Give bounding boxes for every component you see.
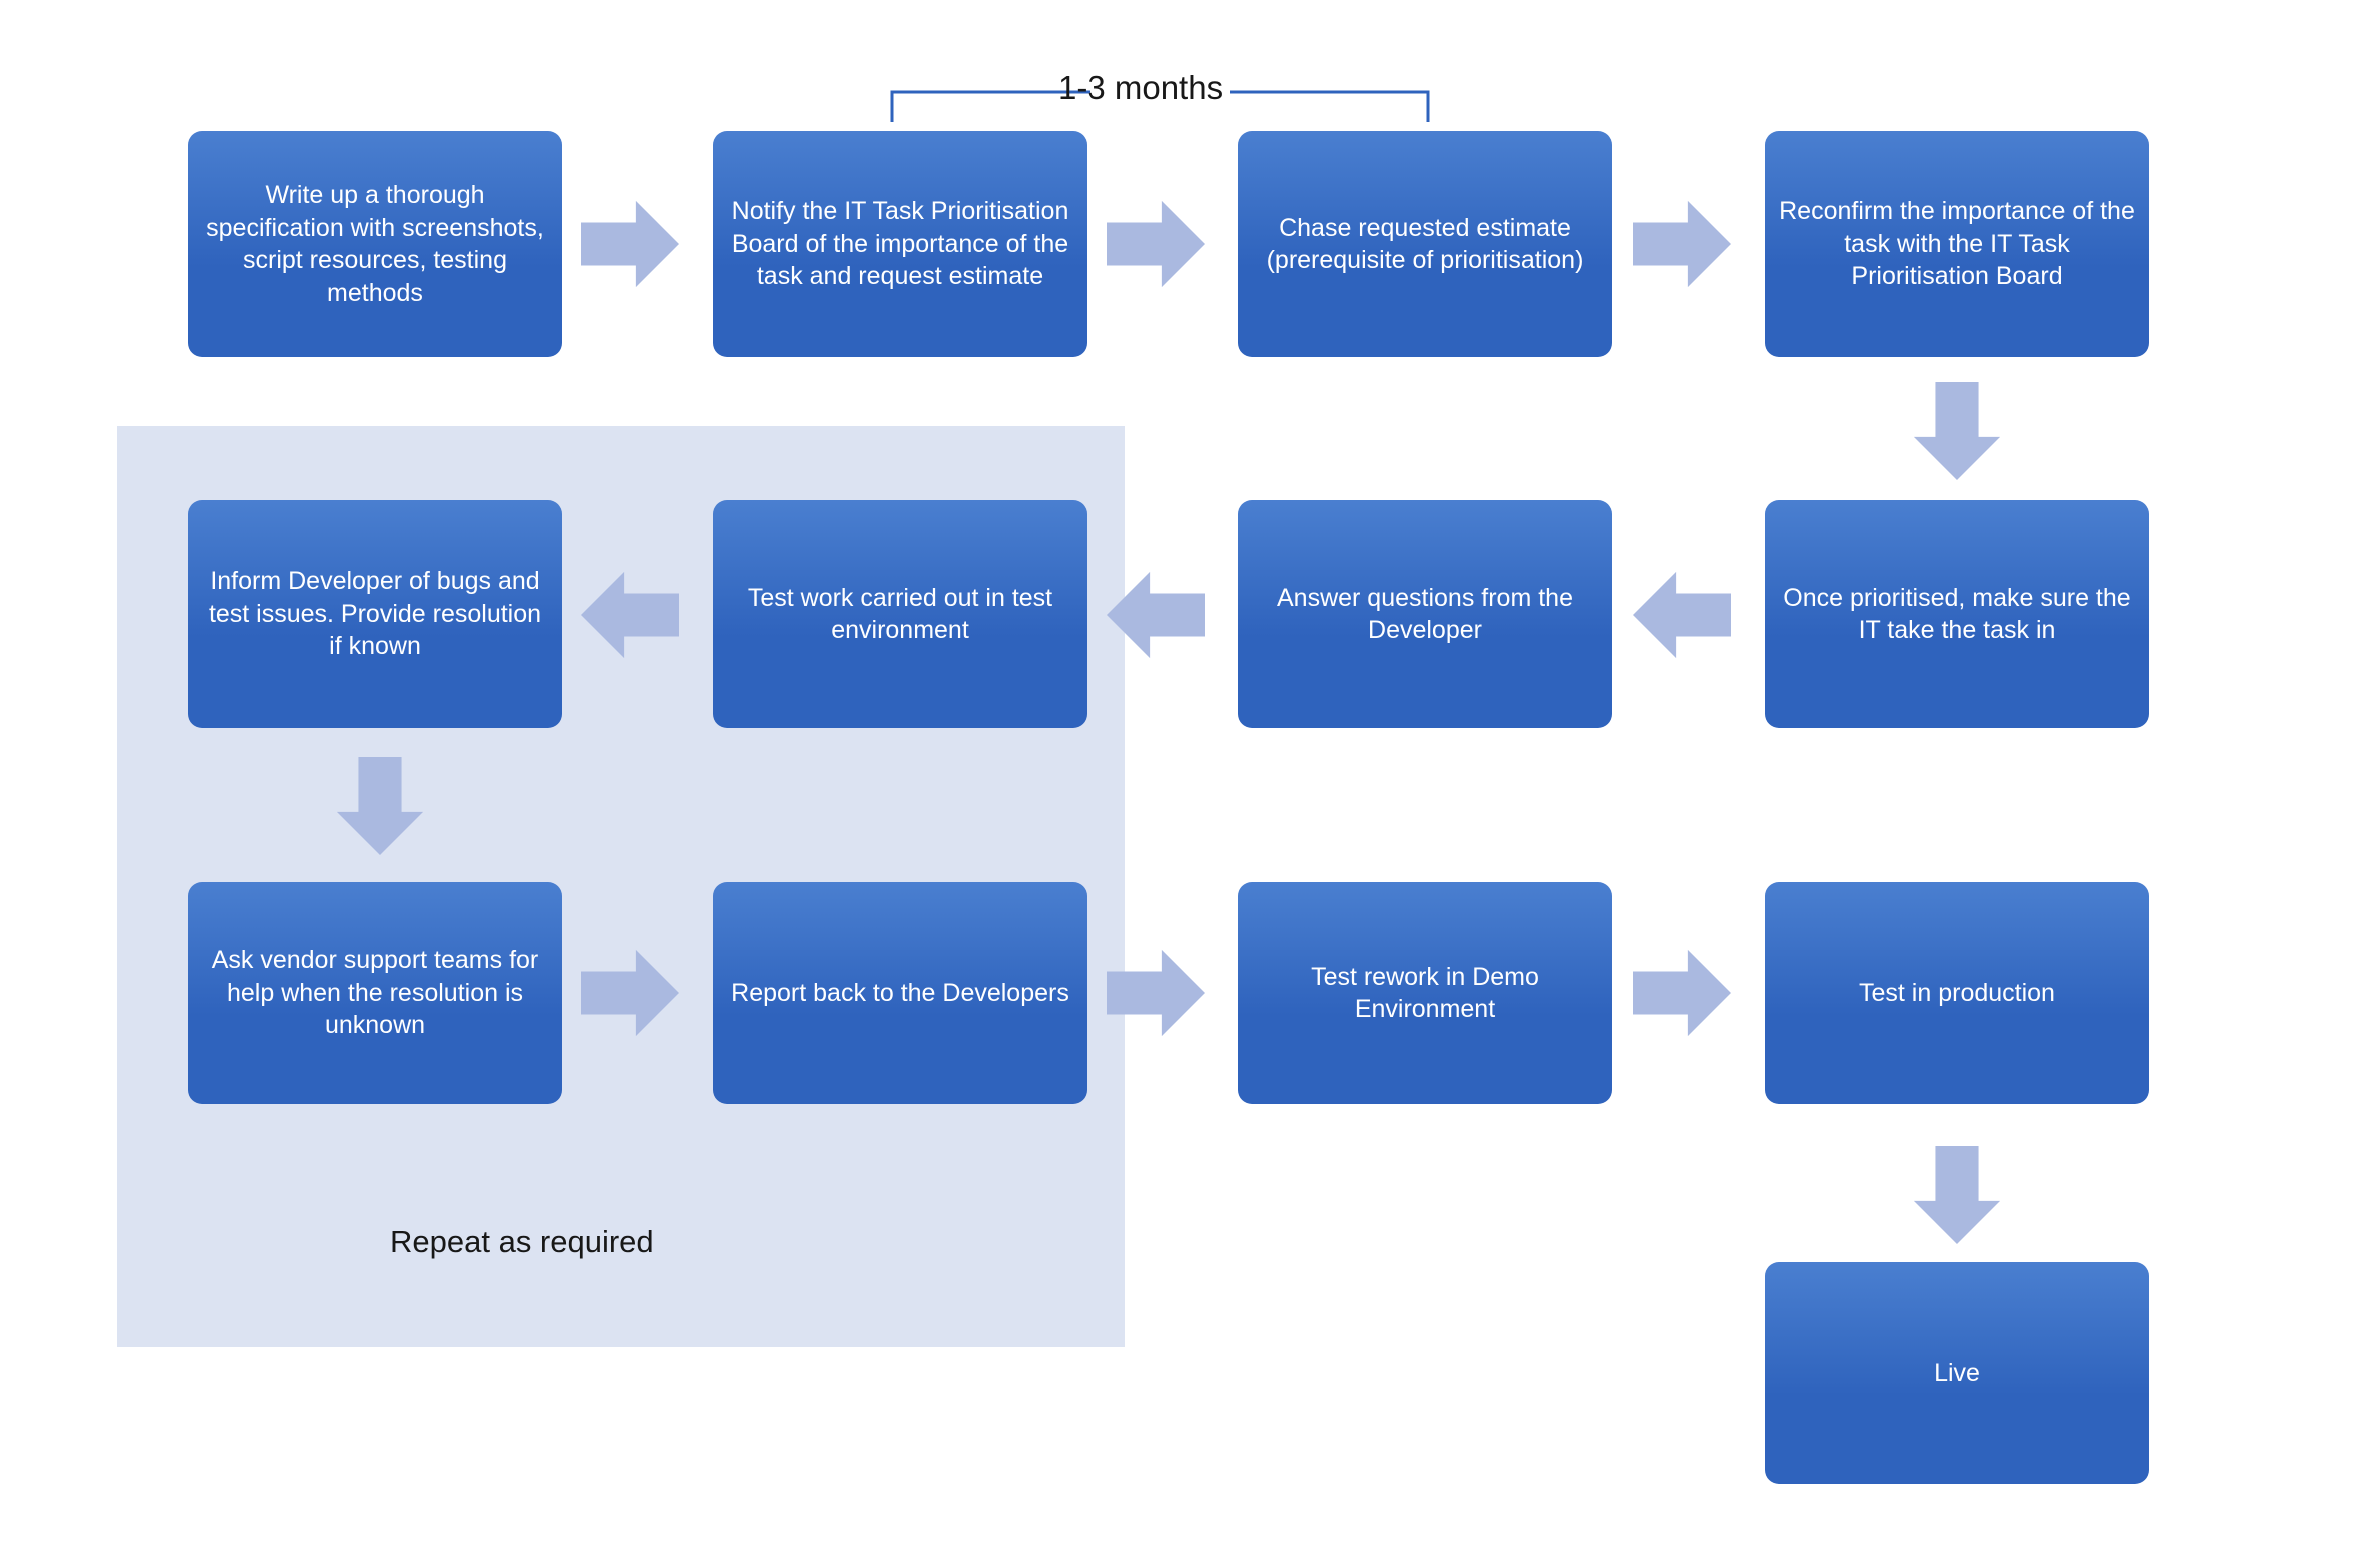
node-answer[interactable]	[1238, 500, 1612, 728]
node-label: Live	[1934, 1358, 1980, 1387]
node-label: Once prioritised, make sure the IT take the task in	[1783, 583, 2131, 644]
node-live[interactable]	[1765, 1262, 2149, 1484]
arrow-answer-to-testwork	[1107, 566, 1205, 664]
node-testprod[interactable]	[1765, 882, 2149, 1104]
node-label: Report back to the Developers	[731, 978, 1069, 1007]
node-reconfirm[interactable]	[1765, 131, 2149, 357]
duration-bracket-label: 1-3 months	[1058, 69, 1224, 106]
node-label: Answer questions from the Developer	[1277, 583, 1573, 644]
node-label: Notify the IT Task Prioritisation Board of the importance of the task and request estimate	[731, 197, 1069, 291]
node-label: Chase requested estimate (prerequisite of prioritisation)	[1266, 213, 1584, 274]
arrow-prioritised-to-answer	[1633, 566, 1731, 664]
arrow-reconfirm-to-prioritised	[1908, 382, 2006, 480]
node-spec[interactable]	[188, 131, 562, 357]
node-prioritised[interactable]	[1765, 500, 2149, 728]
node-label: Test rework in Demo Environment	[1311, 962, 1539, 1023]
node-label: Inform Developer of bugs and test issues. Provide resolution if known	[208, 567, 542, 661]
arrow-testwork-to-inform	[581, 566, 679, 664]
node-vendor[interactable]	[188, 882, 562, 1104]
node-label: Ask vendor support teams for help when the resolution is unknown	[211, 946, 539, 1040]
arrow-vendor-to-report	[581, 944, 679, 1042]
node-label: Test in production	[1859, 978, 2055, 1007]
node-label: Write up a thorough specification with screenshots, script resources, testing methods	[206, 181, 544, 307]
node-notify[interactable]	[713, 131, 1087, 357]
node-inform[interactable]	[188, 500, 562, 728]
node-label: Reconfirm the importance of the task with the IT Task Prioritisation Board	[1779, 197, 2135, 291]
arrow-chase-to-reconfirm	[1633, 195, 1731, 293]
arrow-report-to-rework	[1107, 944, 1205, 1042]
node-chase[interactable]	[1238, 131, 1612, 357]
arrow-notify-to-chase	[1107, 195, 1205, 293]
node-testwork[interactable]	[713, 500, 1087, 728]
arrow-rework-to-testprod	[1633, 944, 1731, 1042]
arrow-inform-to-vendor	[331, 757, 429, 855]
arrow-spec-to-notify	[581, 195, 679, 293]
arrow-testprod-to-live	[1908, 1146, 2006, 1244]
repeat-region-label: Repeat as required	[390, 1224, 654, 1259]
node-report[interactable]	[713, 882, 1087, 1104]
node-rework[interactable]	[1238, 882, 1612, 1104]
node-label: Test work carried out in test environment	[747, 583, 1053, 644]
